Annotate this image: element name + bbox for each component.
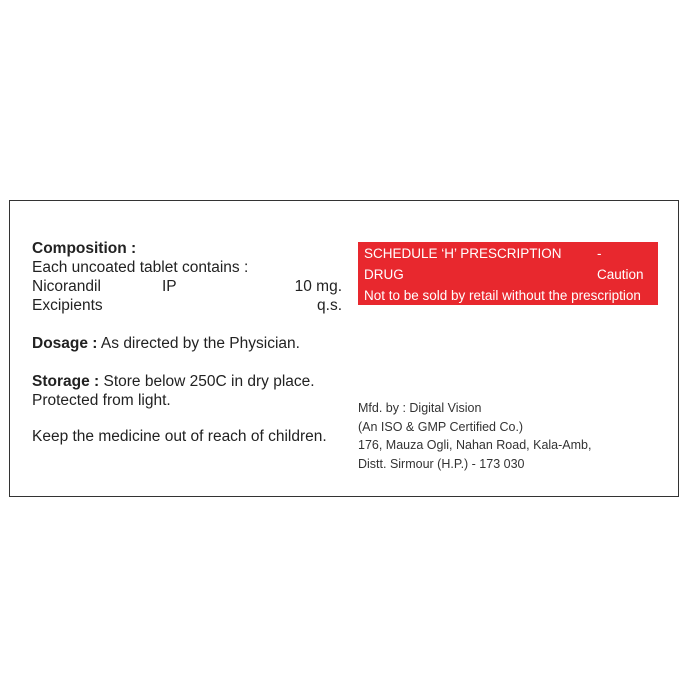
caution-line-1: [364, 243, 658, 285]
ingredient-amount: 10 mg.: [294, 278, 342, 295]
storage-line: [32, 372, 342, 391]
ingredient-name: Nicorandil: [32, 278, 101, 295]
dosage-text: As directed by the Physician.: [100, 335, 300, 352]
mfd-line-1: Mfd. by : Digital Vision: [358, 401, 482, 415]
schedule-text: SCHEDULE ‘H’ PRESCRIPTION DRUG: [364, 246, 562, 282]
storage-heading: Storage :: [32, 373, 100, 390]
ingredient-grade: IP: [162, 278, 177, 295]
composition-heading: Composition :: [32, 240, 137, 257]
storage-text: Store below 250C in dry place.: [103, 373, 315, 390]
label-left-column: [32, 239, 342, 446]
storage-text-2: Protected from light.: [32, 392, 171, 409]
medicine-label: [9, 200, 679, 497]
ingredient-row: [32, 296, 342, 315]
dosage-line: [32, 334, 342, 353]
composition-intro: Each uncoated tablet contains :: [32, 259, 249, 276]
schedule-h-caution-box: [358, 242, 658, 324]
dosage-heading: Dosage :: [32, 335, 98, 352]
mfd-line-3: 176, Mauza Ogli, Nahan Road, Kala-Amb,: [358, 438, 592, 452]
caution-line-3: of a Registered Medical Practitioner.: [364, 309, 581, 324]
caution-line-2: Not to be sold by retail without the prescription: [364, 288, 641, 303]
mfd-line-2: (An ISO & GMP Certified Co.): [358, 419, 524, 434]
ingredient-amount: q.s.: [317, 297, 342, 314]
caution-suffix: - Caution: [597, 246, 644, 282]
mfd-line-4: Distt. Sirmour (H.P.) - 173 030: [358, 456, 525, 471]
children-warning: Keep the medicine out of reach of children.: [32, 428, 327, 445]
manufacturer-block: [358, 399, 658, 473]
ingredient-name: Excipients: [32, 297, 103, 314]
ingredient-row: [32, 277, 342, 296]
